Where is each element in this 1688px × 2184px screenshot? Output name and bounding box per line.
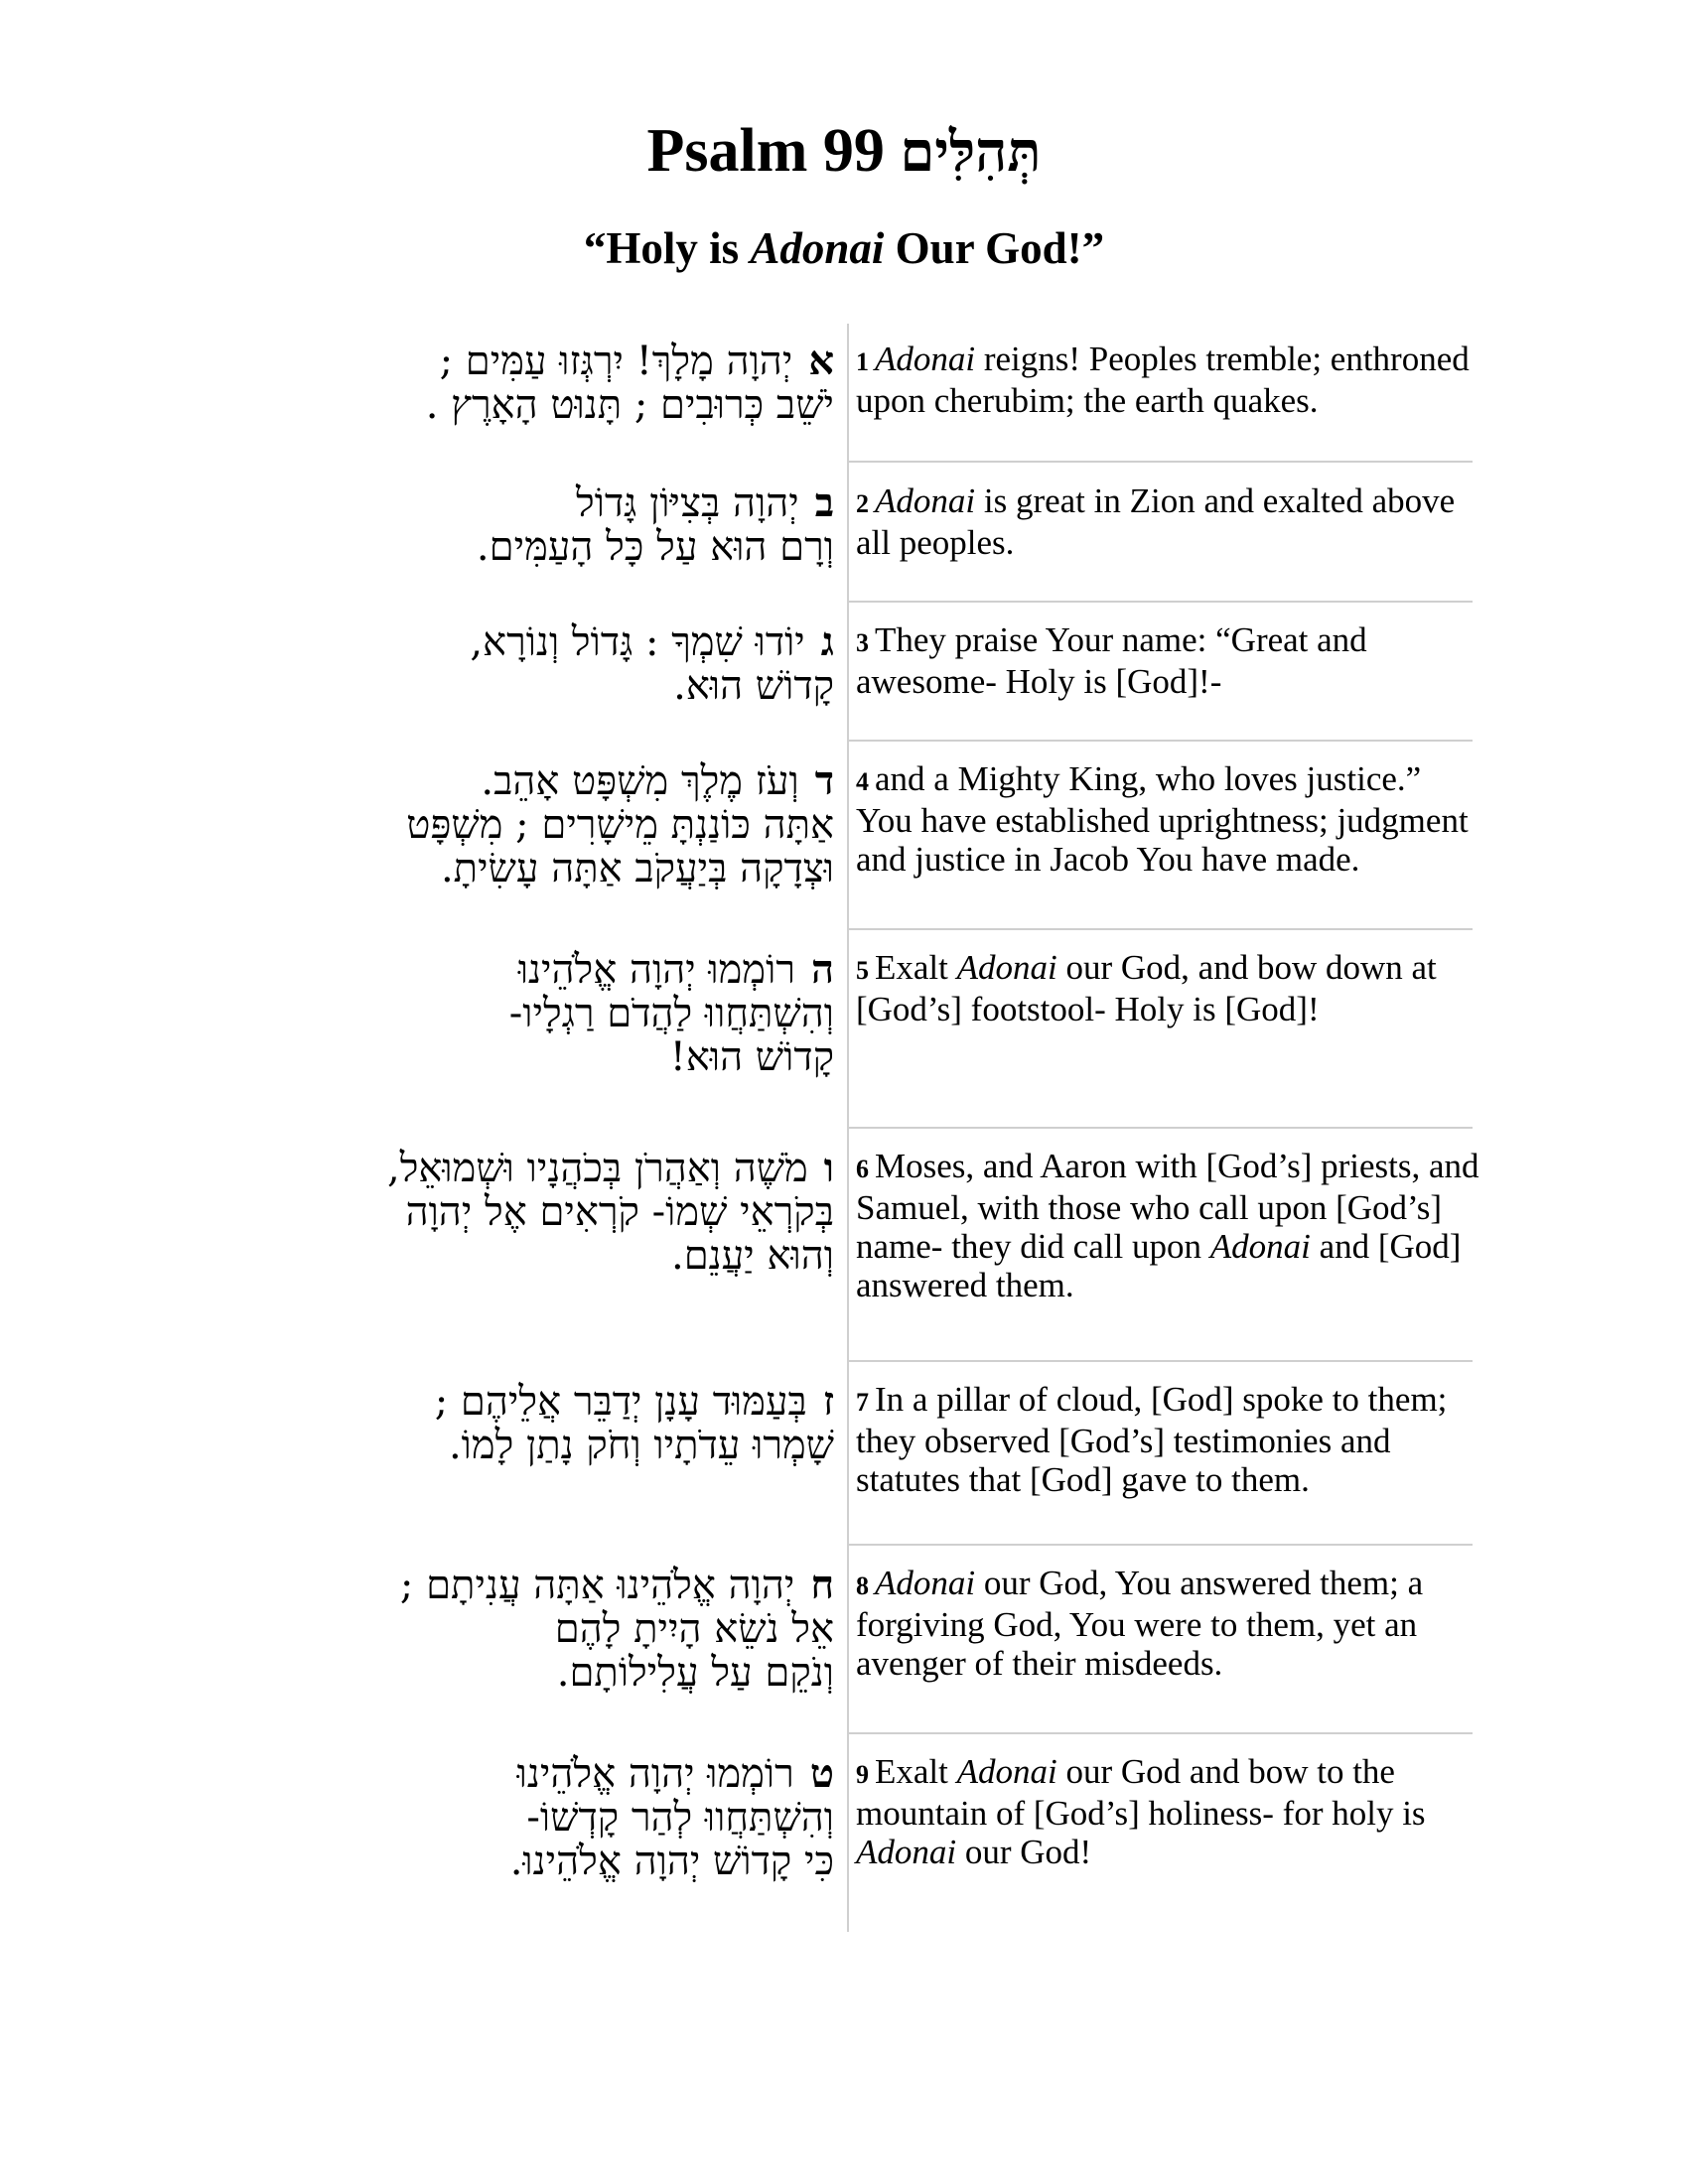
english-translation: [856, 481, 1481, 562]
verse-letter: א: [808, 338, 834, 384]
translation-text: Moses, and Aaron with [God’s] priests, and Samuel, with those who call upon [God’s] name- they did call upon: [856, 1147, 1479, 1266]
verse-number: 8: [856, 1571, 869, 1600]
hebrew-text: וְרָם הוּא עַל כָּל הָעַמִּים.: [476, 524, 834, 570]
hebrew-line: [179, 1190, 834, 1234]
hebrew-text: יְהוָה מָלָךְ! יִרְגְּזוּ עַמִּים ;: [439, 339, 793, 384]
hebrew-text: אַתָּה כּוֹנַנְתָּ מֵישָׁרִים ; מִשְׁפָּט: [406, 802, 834, 848]
english-translation: [856, 340, 1481, 420]
hebrew-verse: [179, 1147, 834, 1278]
hebrew-text: וְהִשְׁתַּחֲווּ לְהַר קָדְשׁוֹ-: [526, 1795, 834, 1841]
hebrew-verse: [179, 1380, 834, 1467]
hebrew-text: יְהוָה אֱלֹהֵינוּ אַתָּה עֲנִיתָם ;: [399, 1563, 795, 1608]
hebrew-line: [179, 1651, 834, 1695]
verse-letter: ו: [823, 1145, 834, 1191]
english-translation: [856, 759, 1481, 879]
page-subtitle: [0, 218, 1688, 278]
verse-number: 5: [856, 956, 869, 985]
translation-text: reigns! Peoples tremble; enthroned upon cherubim; the earth quakes.: [856, 340, 1470, 420]
hebrew-text: קָדוֹשׁ הוּא!: [669, 1034, 834, 1080]
hebrew-verse: [179, 759, 834, 890]
verse-number: 4: [856, 767, 869, 796]
divine-name: Adonai: [1209, 1227, 1311, 1266]
translation-text: Exalt: [875, 1752, 957, 1791]
divine-name: Adonai: [856, 1833, 957, 1871]
divine-name: Adonai: [875, 340, 976, 378]
verse-letter: ח: [810, 1562, 834, 1608]
hebrew-text: בְּעַמּוּד עָנָן יְדַבֵּר אֲלֵיהֶם ;: [434, 1379, 807, 1425]
divine-name: Adonai: [956, 1752, 1057, 1791]
hebrew-verse: [179, 481, 834, 569]
translation-text: our God!: [956, 1833, 1092, 1871]
hebrew-text: וּצְדָקָה בְּיַעֲקֹב אַתָּה עָשִׂיתָ.: [440, 846, 834, 891]
hebrew-text: מֹשֶׁה וְאַהֲרֹן בְּכֹהֲנָיו וּשְׁמוּאֵל,: [386, 1146, 808, 1191]
hebrew-line: [179, 1234, 834, 1278]
verse-number: 2: [856, 489, 869, 518]
verse-letter: ב: [814, 479, 834, 526]
hebrew-text: אֵל נֹשֵׂא הָיִיתָ לָהֶם: [554, 1606, 834, 1652]
verse-letter: ג: [820, 618, 834, 665]
translation-text: is great in Zion and exalted above all peoples.: [856, 481, 1456, 562]
hebrew-text: וְהִשְׁתַּחֲווּ לַהֲדֹם רַגְלָיו-: [508, 991, 834, 1036]
hebrew-line: [179, 383, 834, 427]
hebrew-line: [179, 340, 834, 383]
hebrew-text: שָׁמְרוּ עֵדֹתָיו וְחֹק נָתַן לָמוֹ.: [448, 1423, 834, 1468]
translation-text: our God, and bow down at [God’s] footstool- Holy is [God]!: [856, 948, 1437, 1028]
hebrew-text: רוֹמְמוּ יְהוָה אֱלֹהֵינוּ: [517, 947, 795, 993]
hebrew-line: [179, 803, 834, 847]
hebrew-line: [179, 1147, 834, 1190]
hebrew-text: יֹשֵׁב כְּרוּבִים ; תָּנוּט הָאָרֶץ .: [425, 382, 834, 428]
hebrew-line: [179, 1564, 834, 1607]
row-divider: [847, 1732, 1473, 1734]
hebrew-verse: [179, 1752, 834, 1883]
hebrew-line: [179, 1752, 834, 1796]
translation-text: our God, You answered them; a forgiving God, You were to them, yet an avenger of their misdeeds.: [856, 1564, 1424, 1683]
hebrew-line: [179, 525, 834, 569]
english-translation: [856, 1380, 1481, 1499]
english-translation: [856, 948, 1481, 1028]
row-divider: [847, 601, 1473, 603]
english-translation: [856, 620, 1481, 701]
verse-number: 3: [856, 628, 869, 657]
hebrew-line: [179, 948, 834, 992]
hebrew-line: [179, 759, 834, 803]
translation-text: Exalt: [875, 948, 957, 987]
hebrew-line: [179, 847, 834, 890]
verse-number: 6: [856, 1155, 869, 1183]
hebrew-text: וְעֹז מֶלֶךְ מִשְׁפָּט אָהֵב.: [481, 758, 799, 804]
translation-text: and [God] answered them.: [856, 1227, 1462, 1304]
hebrew-text: יְהוָה בְּצִיּוֹן גָּדוֹל: [576, 480, 799, 526]
hebrew-line: [179, 664, 834, 708]
verse-letter: ט: [809, 1750, 834, 1797]
translation-text: They praise Your name: “Great and awesome- Holy is [God]!-: [856, 620, 1367, 701]
hebrew-line: [179, 1035, 834, 1079]
english-translation: [856, 1147, 1481, 1304]
translation-text: and a Mighty King, who loves justice.” You have established uprightness; judgment and justice in Jacob You have made.: [856, 759, 1469, 879]
hebrew-text: רוֹמְמוּ יְהוָה אֱלֹהֵינוּ: [516, 1751, 794, 1797]
divine-name: Adonai: [875, 1564, 976, 1602]
subtitle-post: Our God!”: [884, 223, 1105, 273]
hebrew-line: [179, 1840, 834, 1883]
translation-text: In a pillar of cloud, [God] spoke to them; they observed [God’s] testimonies and statutes that [God] gave to them.: [856, 1380, 1448, 1499]
row-divider: [847, 928, 1473, 930]
hebrew-line: [179, 1607, 834, 1651]
hebrew-verse: [179, 948, 834, 1079]
row-divider: [847, 1544, 1473, 1546]
subtitle-divine-name: Adonai: [750, 223, 885, 273]
hebrew-line: [179, 1380, 834, 1424]
hebrew-text: וְנֹקֵם עַל עֲלִילוֹתָם.: [556, 1650, 834, 1696]
translation-text: our God and bow to the mountain of [God’s] holiness- for holy is: [856, 1752, 1426, 1833]
verse-letter: ה: [810, 946, 834, 993]
hebrew-text: כִּי קָדוֹשׁ יְהוָה אֱלֹהֵינוּ.: [509, 1839, 834, 1884]
hebrew-line: [179, 1796, 834, 1840]
verse-letter: ד: [814, 757, 834, 804]
divine-name: Adonai: [956, 948, 1057, 987]
hebrew-text: וְהוּא יַעֲנֵם.: [670, 1233, 834, 1279]
subtitle-pre: “Holy is: [583, 223, 751, 273]
english-translation: [856, 1752, 1481, 1871]
row-divider: [847, 461, 1473, 463]
hebrew-line: [179, 1424, 834, 1467]
verse-letter: ז: [822, 1378, 834, 1425]
hebrew-text: בְּקֹרְאֵי שְׁמוֹ- קֹרְאִים אֶל יְהוָה: [405, 1189, 834, 1235]
title-hebrew: תְּהִלִּים: [900, 119, 1042, 185]
row-divider: [847, 1127, 1473, 1129]
verse-number: 9: [856, 1760, 869, 1789]
hebrew-verse: [179, 340, 834, 427]
title-english: Psalm 99: [646, 117, 885, 185]
row-divider: [847, 740, 1473, 742]
page-title: [0, 111, 1688, 192]
hebrew-line: [179, 481, 834, 525]
verse-number: 7: [856, 1388, 869, 1417]
hebrew-verse: [179, 1564, 834, 1695]
hebrew-line: [179, 620, 834, 664]
english-translation: [856, 1564, 1481, 1683]
verse-number: 1: [856, 347, 869, 376]
hebrew-line: [179, 992, 834, 1035]
hebrew-text: יוֹדוּ שִׁמְךָ : גָּדוֹל וְנוֹרָא,: [470, 619, 805, 665]
hebrew-text: קָדוֹשׁ הוּא.: [673, 663, 834, 709]
row-divider: [847, 1360, 1473, 1362]
divine-name: Adonai: [875, 481, 976, 520]
hebrew-verse: [179, 620, 834, 708]
